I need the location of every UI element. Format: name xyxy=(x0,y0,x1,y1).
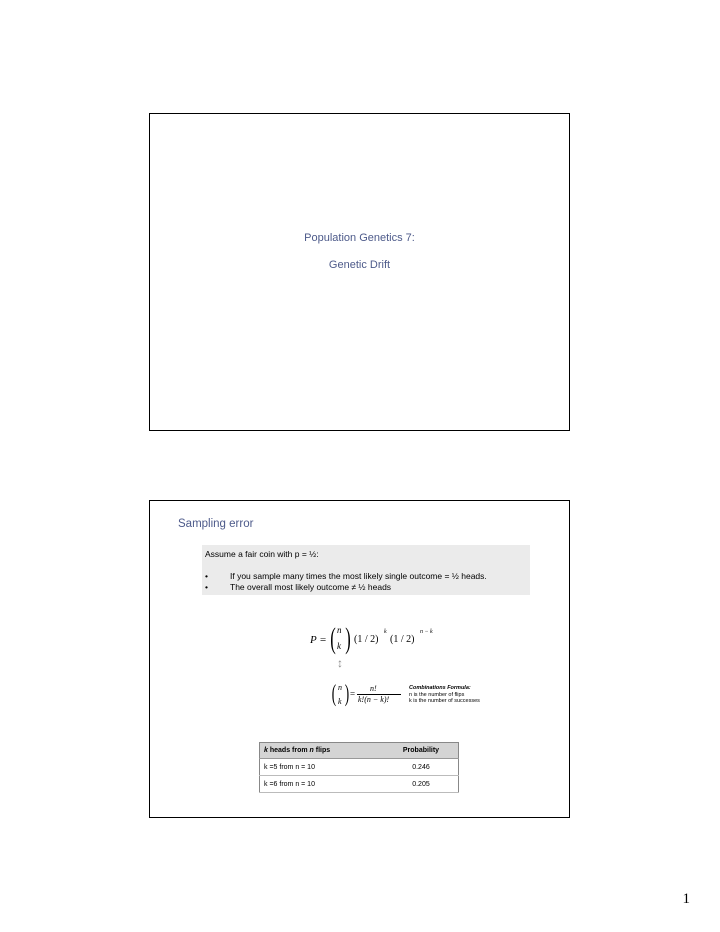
slide-1 xyxy=(149,113,570,431)
right-paren: ) xyxy=(344,681,350,707)
combinations-note xyxy=(409,685,480,705)
slide-1-title xyxy=(150,232,569,286)
formula-half-1: (1 / 2) xyxy=(354,634,379,645)
bullet-dot: • xyxy=(205,582,208,592)
combo-n: n xyxy=(338,683,342,692)
bullet-text: The overall most likely outcome ≠ ½ heads xyxy=(230,582,392,592)
column-header: k heads from n flips xyxy=(260,743,384,759)
table-header-row xyxy=(260,743,459,759)
formula-exp-2: n − k xyxy=(420,629,433,635)
table-cell: 0.205 xyxy=(384,776,459,793)
bullet-text: If you sample many times the most likely single outcome = ½ heads. xyxy=(230,571,487,581)
combo-numerator: n! xyxy=(370,684,377,693)
combo-eq: = xyxy=(350,689,356,699)
column-header: Probability xyxy=(384,743,459,759)
formula-half-2: (1 / 2) xyxy=(390,634,415,645)
table-row xyxy=(260,776,459,793)
double-arrow-icon: ↕ xyxy=(337,656,343,670)
combo-k: k xyxy=(338,697,342,706)
table-cell: 0.246 xyxy=(384,759,459,776)
left-paren: ( xyxy=(331,681,337,707)
table-cell: k =6 from n = 10 xyxy=(260,776,384,793)
table-row xyxy=(260,759,459,776)
combinations-note-line: k is the number of successes xyxy=(409,698,480,704)
combinations-formula xyxy=(330,681,405,711)
formula-n: n xyxy=(337,625,342,635)
bullet-item xyxy=(205,571,530,582)
formula-k: k xyxy=(337,641,341,651)
title-line-1: Population Genetics 7: xyxy=(304,232,415,244)
bullet-dot: • xyxy=(205,571,208,581)
left-paren: ( xyxy=(330,622,336,655)
assumption-intro: Assume a fair coin with p = ½: xyxy=(205,549,319,559)
bullet-item xyxy=(205,582,530,593)
binomial-formula xyxy=(310,622,433,660)
formula-exp-1: k xyxy=(384,629,387,635)
probability-table xyxy=(259,742,459,793)
combinations-note-heading: Combinations Formula: xyxy=(409,685,471,691)
slide-2 xyxy=(149,500,570,818)
slide-2-title: Sampling error xyxy=(178,518,254,530)
page-number: 1 xyxy=(682,891,690,907)
combinations-note-line: n is the number of flips xyxy=(409,691,465,698)
formula-p: P = xyxy=(310,634,327,646)
title-line-2: Genetic Drift xyxy=(328,259,391,271)
assumption-box xyxy=(202,545,530,595)
right-paren: ) xyxy=(345,622,351,655)
combo-denominator: k!(n − k)! xyxy=(358,695,390,704)
table-cell: k =5 from n = 10 xyxy=(260,759,384,776)
